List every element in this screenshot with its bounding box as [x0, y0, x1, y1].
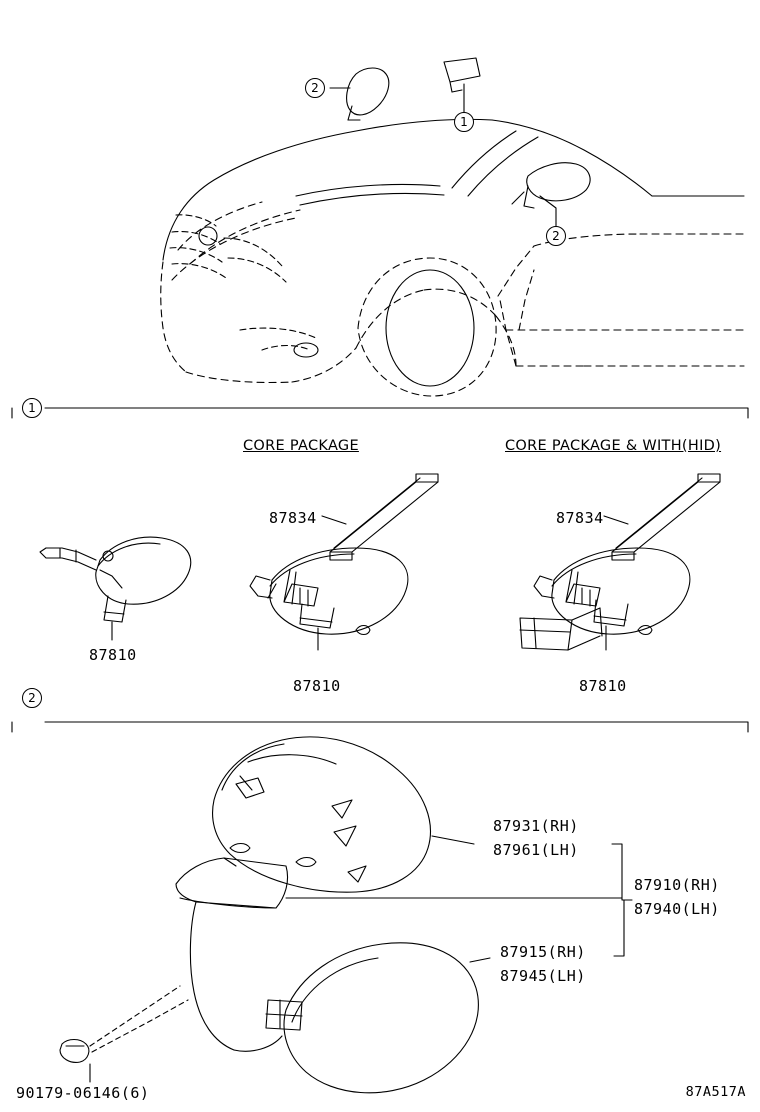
header-core-package-hid: CORE PACKAGE & WITH(HID) [505, 438, 722, 454]
part-number-87931-rh: 87931(RH) [493, 817, 579, 835]
part-number-87945-lh: 87945(LH) [500, 967, 586, 985]
part-number-87810-center: 87810 [293, 677, 341, 695]
part-number-87834-right: 87834 [556, 509, 604, 527]
diagram-code: 87A517A [685, 1084, 746, 1100]
callout-2-door-mirror: 2 [546, 226, 566, 246]
part-number-87810-left: 87810 [89, 646, 137, 664]
part-number-87834-center: 87834 [269, 509, 317, 527]
callout-2-interior-mirror: 2 [305, 78, 325, 98]
part-number-87910-rh: 87910(RH) [634, 876, 720, 894]
section-marker-1: 1 [22, 398, 42, 418]
header-core-package: CORE PACKAGE [243, 438, 359, 454]
part-number-87940-lh: 87940(LH) [634, 900, 720, 918]
callout-1-bracket: 1 [454, 112, 474, 132]
part-number-87915-rh: 87915(RH) [500, 943, 586, 961]
part-number-87961-lh: 87961(LH) [493, 841, 579, 859]
part-number-87810-right: 87810 [579, 677, 627, 695]
part-number-90179-06146: 90179-06146(6) [16, 1084, 150, 1102]
section-marker-2: 2 [22, 688, 42, 708]
